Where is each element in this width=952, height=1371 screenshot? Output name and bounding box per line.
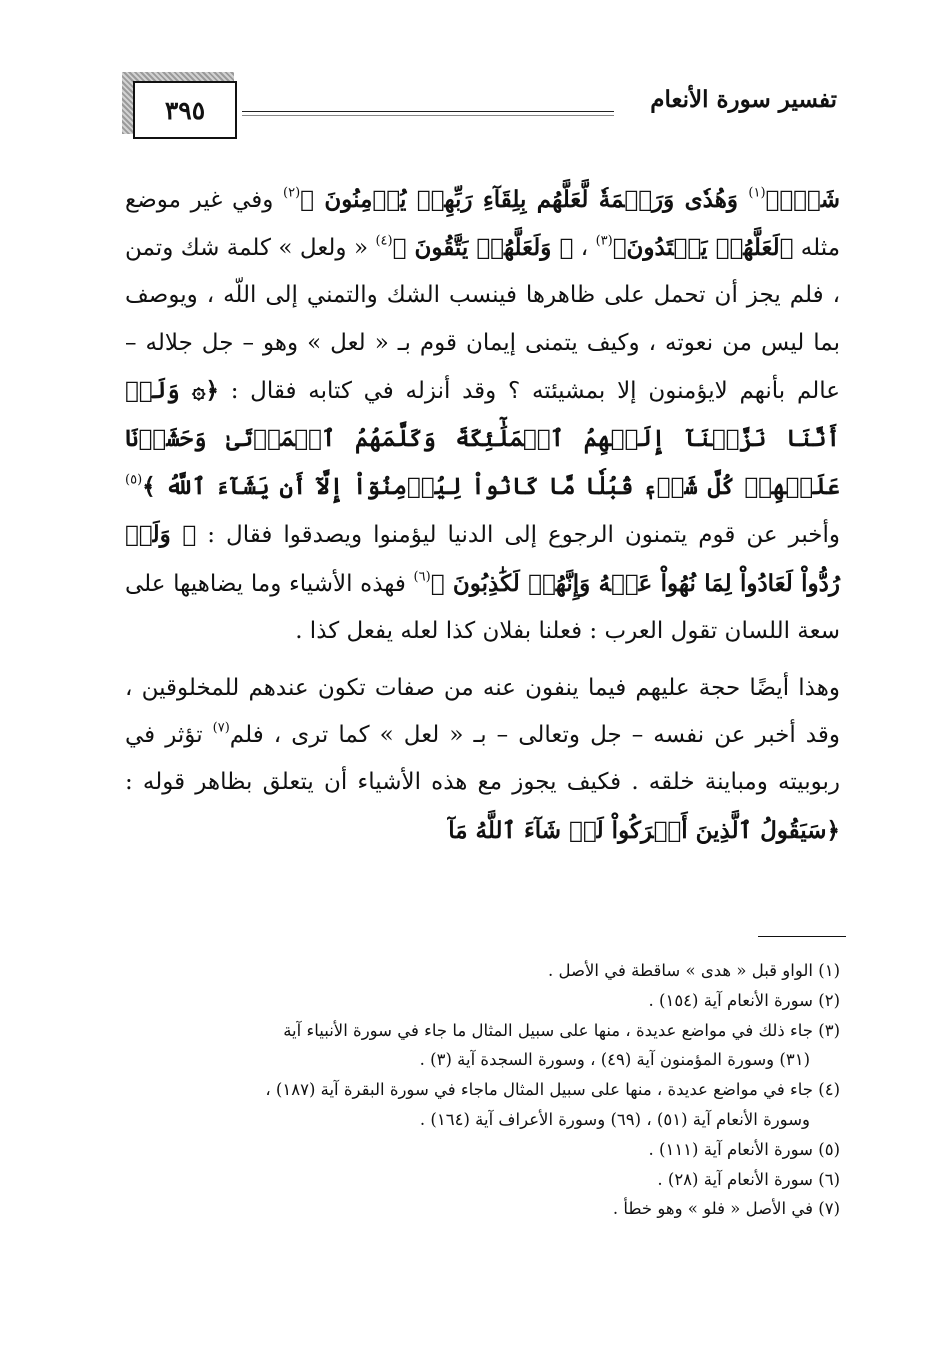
running-header-title: تفسير سورة الأنعام — [650, 86, 837, 113]
footnote-3: (٣) جاء ذلك في مواضع عديدة ، منها على سبيل المثال ما جاء في سورة الأنبياء آية — [283, 1020, 840, 1040]
footnote-ref: (٣) — [595, 233, 613, 249]
footnote-ref: (٤) — [375, 233, 393, 249]
footnote-4-continued: وسورة الأنعام آية (٥١) ، (٦٩) وسورة الأعراف آية (١٦٤) . — [419, 1109, 810, 1129]
paragraph-2 — [125, 665, 840, 855]
quran-verse: ﴿۞ وَلَوۡ أَنَّنَا نَزَّلۡنَآ إِلَيۡهِمُ ٱلۡمَلَٰٓئِكَةَ وَكَلَّمَهُمُ ٱلۡمَوۡتَىٰ وَحَشَرۡنَا عَلَيۡهِمۡ كُلَّ شَيۡءٖ قُبُلٗا مَّا كَانُواْ لِيُؤۡمِنُوٓاْ إِلَّآ أَن يَشَآءَ ٱللَّهُ ﴾ — [125, 376, 840, 501]
footnote-6: (٦) سورة الأنعام آية (٢٨) . — [657, 1169, 840, 1189]
quran-verse: ﴿سَيَقُولُ ٱلَّذِينَ أَشۡرَكُواْ لَوۡ شَآءَ ٱللَّهُ مَآ — [448, 816, 840, 844]
footnote-2: (٢) سورة الأنعام آية (١٥٤) . — [648, 990, 840, 1010]
footnote-ref: (٦) — [413, 569, 431, 585]
body-text-span: وفي غير موضع مثله — [125, 187, 841, 262]
footnote-separator — [758, 936, 846, 937]
footnote-1: (١) الواو قبل « هدى » ساقطة في الأصل . — [548, 961, 840, 980]
page-number-box — [133, 81, 237, 139]
quran-fragment: شَيۡءٖ — [765, 186, 840, 213]
page-number: ٣٩٥ — [164, 95, 206, 125]
body-text-span: وهذا أيضًا حجة عليهم فيما ينفون عنه من صفات تكون عندهم للمخلوقين ، وقد أخبر عن نفسه – جل وتعالى – بـ « لعل » كما ترى ، فلم — [125, 675, 840, 749]
header-rule — [242, 111, 614, 112]
main-text — [125, 176, 840, 855]
footnote-ref: (٢) — [283, 185, 301, 201]
quran-verse: ﴿ وَلَوۡ رُدُّواْ لَعَادُواْ لِمَا نُهُواْ عَنۡهُ وَإِنَّهُمۡ لَكَٰذِبُونَ ﴾ — [125, 521, 840, 597]
body-text-span: « ولعل » كلمة شك وتمن ، فلم يجز أن تحمل على ظاهرها فينسب الشك والتمني إلى اللّه ، ويوصف بما ليس من نعوته ، وكيف يتمنى إيمان قوم بـ « لعل » وهو – جل جلاله – عالم بأنهم لايؤمنون إلا بمشيئته ؟ وقد أنزله في كتابه فقال : — [125, 235, 840, 404]
paragraph-1 — [125, 176, 840, 655]
header-rule-thin — [242, 115, 614, 116]
body-text-span: وأخبر عن قوم يتمنون الرجوع إلى الدنيا ليؤمنوا ويصدقوا فقال : — [196, 522, 840, 549]
footnote-3-continued: (٣١) وسورة المؤمنون آية (٤٩) ، وسورة السجدة آية (٣) . — [419, 1050, 810, 1070]
quran-verse: ﴿لَعَلَّهُمۡ يَهۡتَدُونَ﴾ — [612, 234, 794, 262]
footnote-ref: (٥) — [125, 472, 143, 488]
footnote-5: (٥) سورة الأنعام آية (١١١) . — [648, 1139, 840, 1159]
quran-verse: ﴿ وَلَعَلَّهُمۡ يَتَّقُونَ ﴾ — [392, 234, 574, 262]
footnote-ref: (١) — [748, 185, 766, 201]
footnote-7: (٧) في الأصل « فلو » وهو خطأ . — [612, 1199, 840, 1219]
footnote-4: (٤) جاء في مواضع عديدة ، منها على سبيل المثال ماجاء في سورة البقرة آية (١٨٧) ، — [265, 1080, 840, 1100]
body-text-span: تؤثر في ربوبيته ومباينة خلقه . فكيف يجوز مع هذه الأشياء أن يتعلق بظاهر قوله : — [125, 722, 840, 796]
quran-verse: وَهُدٗى وَرَحۡمَةٗ لَّعَلَّهُم بِلِقَآءِ رَبِّهِمۡ يُؤۡمِنُونَ ﴾ — [300, 186, 749, 213]
footnote-ref: (٧) — [212, 720, 230, 736]
body-text-span: فهذه الأشياء وما يضاهيها على سعة اللسان تقول العرب : فعلنا بفلان كذا لعله يفعل كذا . — [125, 570, 840, 644]
body-text-span: ، — [573, 235, 596, 262]
footnotes — [120, 956, 840, 1224]
